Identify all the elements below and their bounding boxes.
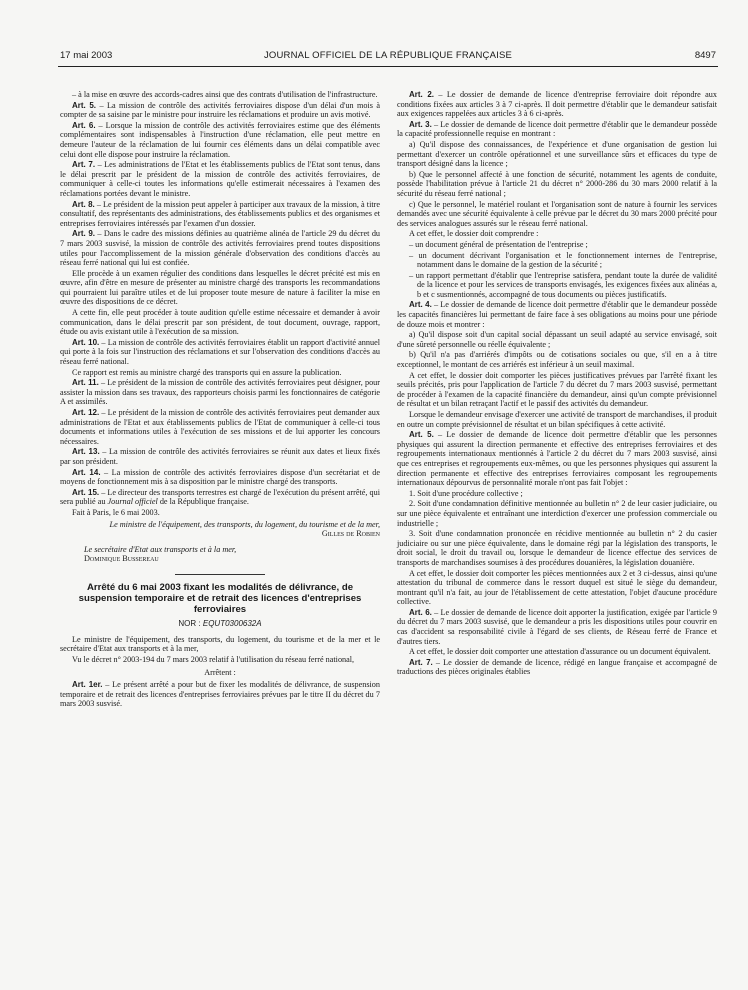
article-4-item: b) Qu'il n'a pas d'arriérés d'impôts ou de cotisations sociales ou que, s'il en a à titre exceptionnel, le montant de ces arriérés est inférieur à un seuil maximal. <box>397 350 717 370</box>
left-column <box>60 90 380 710</box>
numbered-item: 2. Soit d'une condamnation définitive mentionnée au bulletin n° 2 de leur casier judiciaire, ou sur une pièce équivalente et entraînant une interdiction d'exercer une profession commerciale ou industrielle ; <box>397 499 717 528</box>
article-6-right <box>397 608 717 646</box>
article-label: Art. 12. <box>72 408 100 417</box>
article-label: Art. 5. <box>409 430 434 440</box>
article-9-paragraph: Elle procède à un examen régulier des conditions dans lesquelles le décret précité est mis en œuvre, afin d'être en mesure de présenter au ministre chargé des transports les recommandations qui pourraient lui paraître utiles et de lui proposer toute mesure de nature à faciliter la mise en œuvre des dispositions de ce décret. <box>60 268 380 307</box>
article-6 <box>60 121 380 159</box>
intro-item: – à la mise en œuvre des accords-cadres ainsi que des contrats d'utilisation de l'infrastructure. <box>72 90 378 99</box>
list-item: – un rapport permettant d'établir que l'entreprise satisfera, pendant toute la durée de validité de la licence et pour les services de transports envisagés, les exigences fixées aux alinéas a, b et c susmentionnés, accompagné de tous documents ou pièces justificatifs. <box>409 270 717 299</box>
article-label: Art. 14. <box>72 467 101 477</box>
article-label: Art. 8. <box>72 199 95 209</box>
preamble: Vu le décret n° 2003-194 du 7 mars 2003 relatif à l'utilisation du réseau ferré national, <box>72 655 355 665</box>
article-text: – Le dossier de demande de licence d'entreprise ferroviaire doit répondre aux conditions fixées aux articles 3 à 7 ci-après. Il doit permettre d'établir que le demandeur satisfait aux exigences rappelées aux articles 3 à 6 ci-après. <box>397 90 717 119</box>
article-label: Art. 13. <box>72 447 100 457</box>
article-5-right <box>397 430 717 488</box>
right-column <box>397 90 717 678</box>
article-6-paragraph: A cet effet, le dossier doit comporter une attestation d'assurance ou un document équivalent. <box>409 647 711 657</box>
article-text: – La mission de contrôle des activités ferroviaires établit un rapport d'activité annuel qui porte à la fois sur l'instruction des réclamations et sur l'observation des conditions d'accès au réseau ferré national. <box>60 337 380 367</box>
article-7-right <box>397 658 717 677</box>
article-text: – La mission de contrôle des activités ferroviaires dispose d'un délai d'un mois à compter de sa saisine par le ministre pour instruire les réclamations et produire un avis motivé. <box>60 100 381 120</box>
minister-signature <box>60 520 380 539</box>
article-5 <box>60 101 380 120</box>
header-rule <box>58 66 718 67</box>
article-label: Art. 11. <box>72 378 99 388</box>
article-text: – Le dossier de demande de licence doit apporter la justification, exigée par l'article 9 du décret du 7 mars 2003 susvisé, que le demandeur a pris les dispositions utiles pour couvrir en cas d'accident sa responsabilité civile à l'égard de ses clients, de Réseau ferré de France et d'autres tiers. <box>397 607 718 646</box>
article-9 <box>60 229 380 267</box>
article-label: Art. 5. <box>72 100 97 110</box>
article-label: Art. 7. <box>409 657 433 667</box>
article-text: – Le directeur des transports terrestres est chargé de l'exécution du présent arrêté, qui sera publié au <box>60 487 380 507</box>
article-label: Art. 4. <box>409 300 432 310</box>
article-3-item: a) Qu'il dispose des connaissances, de l'expérience et d'une organisation de gestion lui permettant d'exercer un contrôle opérationnel et une surveillance sûrs et efficaces du type de transport désigné dans la licence ; <box>397 139 717 169</box>
list-item: – un document décrivant l'organisation et le fonctionnement internes de l'entreprise, notamment dans le domaine de la gestion de la sécurité ; <box>409 250 717 270</box>
secretary-signature <box>84 545 380 564</box>
page-number: 8497 <box>694 50 716 61</box>
article-text: – Les administrations de l'Etat et les établissements publics de l'Etat sont tenus, dans le délai prescrit par le président de la mission de contrôle des activités ferroviaires, de communiquer à celle-ci toutes les informations qu'elle estimerait nécessaires à l'examen des réclamations portées devant le ministre. <box>60 160 380 198</box>
article-5-paragraph: A cet effet, le dossier doit comporter les pièces mentionnées aux 2 et 3 ci-dessus, ainsi qu'une attestation du tribunal de commerce dans le ressort duquel est situé le siège du demandeur, montrant qu'il n'a fait, au jour de l'établissement de cette attestation, l'objet d'aucune procédure collective. <box>397 568 717 607</box>
minister-role: Le ministre de l'équipement, des transports, du logement, du tourisme et de la mer, <box>109 519 380 529</box>
article-10-paragraph: Ce rapport est remis au ministre chargé des transports qui en assure la publication. <box>72 367 342 377</box>
secretary-name: Dominique Bussereau <box>84 554 159 564</box>
article-7 <box>60 160 380 198</box>
article-text: – Le dossier de demande de licence, rédigé en langue française et accompagné de traductions des pièces originales établies <box>397 657 717 677</box>
article-label: Art. 9. <box>72 229 96 239</box>
nor-label: NOR : <box>178 619 201 629</box>
article-label: Art. 2. <box>409 90 435 99</box>
article-text: – Dans le cadre des missions définies au quatrième alinéa de l'article 29 du décret du 7 mars 2003 susvisé, la mission de contrôle des activités ferroviaires prend toutes dispositions utiles pour l'accomplissement de la mission générale d'observation des conditions d'accès au réseau ferré national qui lui est confiée. <box>60 229 381 268</box>
article-12 <box>60 408 380 446</box>
article-label: Art. 1er. <box>72 680 103 690</box>
article-15 <box>60 488 380 507</box>
article-text: – Le dossier de demande de licence doit permettre d'établir que les personnes physiques qui assurent la direction permanente et effective des entreprises ferroviaires et des regroupements internationaux mentionnés à l'article 2 du décret du 7 mars 2003 susvisé, ainsi que ces entreprises et regroupements eux-mêmes, ou que les personnes physiques qui assurent la direction permanente et effective des entreprises ferroviaires composant les regroupements internationaux dépourvus de personnalité morale n'ont pas fait l'objet : <box>397 430 717 488</box>
header-title: JOURNAL OFFICIEL DE LA RÉPUBLIQUE FRANÇAISE <box>263 50 513 61</box>
numbered-item: 1. Soit d'une procédure collective ; <box>409 488 523 498</box>
article-text: – Le président de la mission peut appeler à participer aux travaux de la mission, à titre consultatif, des représentants des administrations, des établissements publics et des organismes et entreprises ferroviaires intéressés par l'examen d'un dossier. <box>60 199 380 228</box>
article-label: Art. 15. <box>72 487 100 497</box>
article-3-item: b) Que le personnel affecté à une fonction de sécurité, notamment les agents de conduite, possède l'habilitation prévue à l'article 21 du décret n° 2000-286 du 30 mars 2000 relatif à la sécurité du réseau ferré national ; <box>397 169 717 198</box>
decree-title: Arrêté du 6 mai 2003 fixant les modalités de délivrance, de suspension temporaire et de retrait des licences d'entreprises ferroviaires <box>78 581 362 615</box>
numbered-item: 3. Soit d'une condamnation prononcée en récidive mentionnée au bulletin n° 2 du casier judiciaire ou sur une pièce équivalente, dans le domaine régi par la législation des transports, le droit social, le droit du travail ou, lorsque le demandeur de licence effectue des services de transports de marchandises soumises à des procédures douanières, la législation douanière. <box>397 529 717 567</box>
article-text: – La mission de contrôle des activités ferroviaires se réunit aux dates et lieux fixés par son président. <box>60 447 380 466</box>
article-4 <box>397 300 717 329</box>
page-header <box>60 50 716 64</box>
article-9-paragraph: A cette fin, elle peut procéder à toute audition qu'elle estime nécessaire et demander à avoir communication, dans le délai prescrit par son président, de tout document, ouvrage, rapport, étude ou avis existant utile à l'exécution de sa mission. <box>60 308 380 337</box>
article-4-paragraph: A cet effet, le dossier doit comporter les pièces justificatives prévues par l'arrêté fixant les seuils précités, pris pour l'application de l'article 7 du décret du 7 mars 2003 susvisé, permettant de procéder à l'examen de la capacité financière du demandeur, ainsi qu'un compte prévisionnel de résultat et un bilan retraçant l'actif et le passif des activités du demandeur. <box>397 370 717 409</box>
nor-reference <box>60 619 380 629</box>
article-14 <box>60 468 380 487</box>
article-label: Art. 6. <box>409 607 432 617</box>
article-13 <box>60 447 380 466</box>
signature-date: Fait à Paris, le 6 mai 2003. <box>72 507 160 517</box>
article-text: – Le dossier de demande de licence doit permettre d'établir que le demandeur possède les capacités financières lui permettant de faire face à ses obligations au moins pour une période de douze mois et montrer : <box>397 300 717 329</box>
nor-code: EQUT0300632A <box>202 619 262 629</box>
article-8 <box>60 200 380 229</box>
article-text: – Le dossier de demande de licence doit permettre d'établir que le demandeur possède la capacité professionnelle requise en montrant : <box>397 119 717 139</box>
article-label: Art. 3. <box>409 119 432 129</box>
journal-name: Journal officiel <box>107 497 158 507</box>
article-10 <box>60 338 380 367</box>
article-3-list-intro: A cet effet, le dossier doit comprendre : <box>409 229 539 239</box>
article-text: de la République française. <box>157 497 249 507</box>
article-text: – Le président de la mission de contrôle des activités ferroviaires peut demander aux administrations de l'Etat et aux établissements publics de l'Etat de communiquer à celle-ci tous documents et informations utiles à l'exécution de ses missions et de lui apporter les concours nécessaires. <box>60 408 380 446</box>
article-label: Art. 7. <box>72 160 96 170</box>
article-3 <box>397 120 717 139</box>
article-text: – Le présent arrêté a pour but de fixer les modalités de délivrance, de suspension temporaire et de retrait des licences d'entreprises ferroviaires prévues par le titre II du décret du 7 mars 2003 susvisé. <box>60 680 380 709</box>
header-date: 17 mai 2003 <box>60 50 113 61</box>
article-label: Art. 10. <box>72 337 100 347</box>
article-11 <box>60 378 380 407</box>
article-1 <box>60 680 380 709</box>
article-text: – Le président de la mission de contrôle des activités ferroviaires peut désigner, pour assister la mission dans ses travaux, des rapporteurs choisis parmi les fonctionnaires de catégorie A et assimilés. <box>60 378 380 407</box>
secretary-role: Le secrétaire d'Etat aux transports et à la mer, <box>84 544 237 554</box>
article-label: Art. 6. <box>72 120 96 130</box>
article-3-item: c) Que le personnel, le matériel roulant et l'organisation sont de nature à fournir les services demandés avec une sécurité équivalente à celle prévue par le décret du 30 mars 2000 précité pour des services analogues assurés sur le réseau ferré national. <box>397 199 717 228</box>
preamble: Le ministre de l'équipement, des transports, du logement, du tourisme et de la mer et le secrétaire d'Etat aux transports et à la mer, <box>60 634 380 654</box>
article-4-item: a) Qu'il dispose soit d'un capital social dépassant un seuil adapté au service envisagé, soit d'une sûreté personnelle ou réelle équivalente ; <box>397 330 717 349</box>
article-text: – La mission de contrôle des activités ferroviaires dispose d'un secrétariat et de moyens de fonctionnement mis à sa disposition par le ministre chargé des transports. <box>60 467 381 487</box>
article-text: – Lorsque la mission de contrôle des activités ferroviaires estime que des éléments complémentaires sont indispensables à l'instruction d'une réclamation, elle peut mettre en demeure l'auteur de la réclamation de lui fournir ces éléments dans un délai compatible avec celui dont elle dispose pour instruire la réclamation. <box>60 120 381 159</box>
minister-name: Gilles de Robien <box>321 529 380 539</box>
arretent-heading: Arrêtent : <box>204 667 236 677</box>
list-item: – un document général de présentation de l'entreprise ; <box>409 239 588 249</box>
article-4-paragraph: Lorsque le demandeur envisage d'exercer une activité de transport de marchandises, il produit en outre un compte prévisionnel de résultat et un bilan spécifiques à cette activité. <box>397 410 717 429</box>
article-2 <box>397 90 717 119</box>
section-separator <box>175 574 265 575</box>
